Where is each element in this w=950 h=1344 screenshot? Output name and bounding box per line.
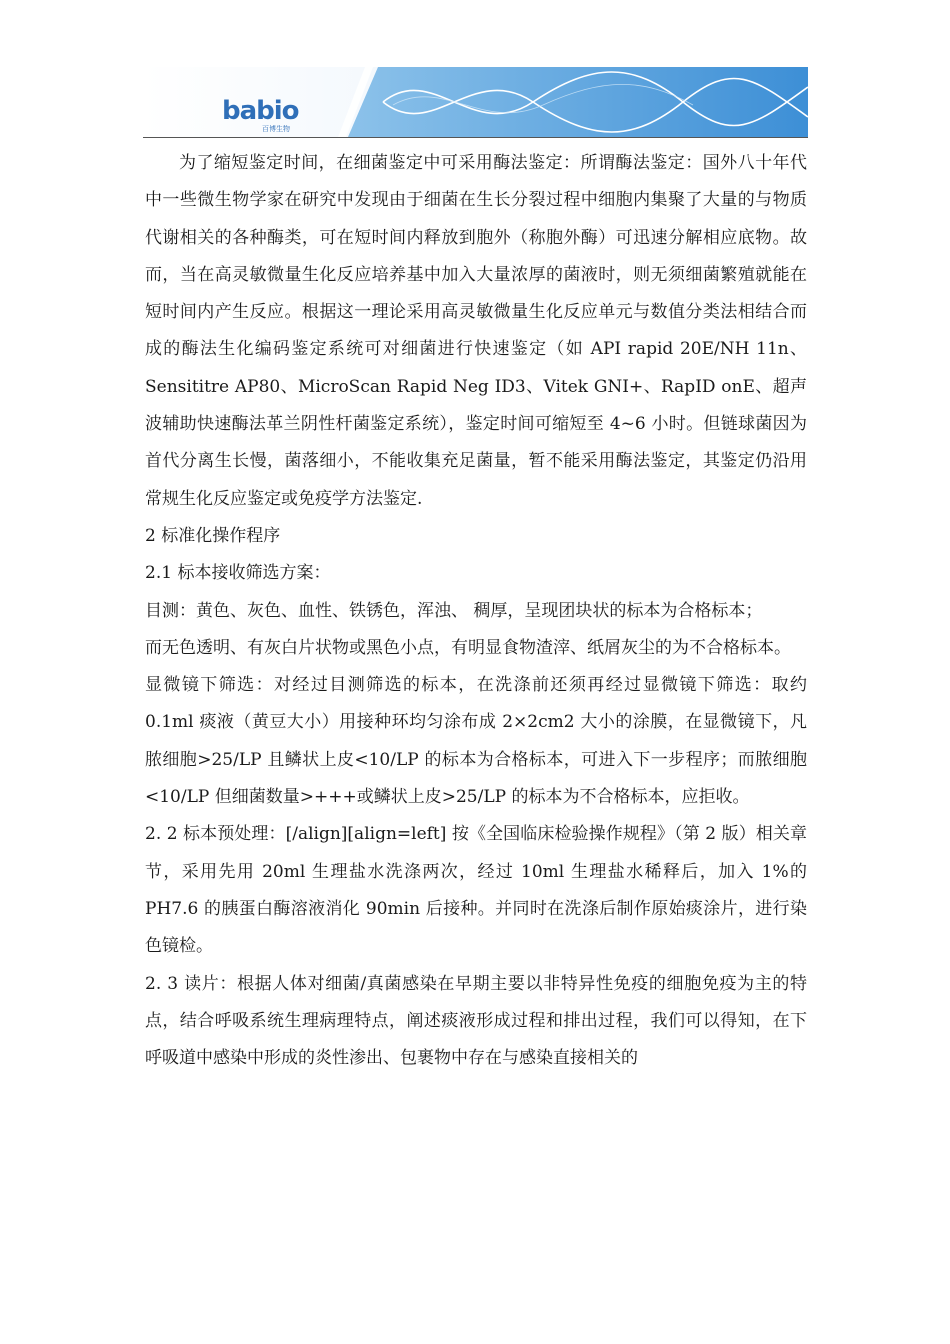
document-body	[145, 145, 807, 1077]
paragraph-microscope-screening: 显微镜下筛选：对经过目测筛选的标本，在洗涤前还须再经过显微镜下筛选：取约 0.1ml 痰液（黄豆大小）用接种环均匀涂布成 2×2cm2 大小的涂膜，在显微镜下，凡脓细胞>25/LP 且鳞状上皮<10/LP 的标本为合格标本，可进入下一步程序；而脓细胞<10/LP 但细菌数量>+++或鳞状上皮>25/LP 的标本为不合格标本，应拒收。	[145, 675, 807, 808]
logo-subtext: 百博生物	[262, 125, 290, 133]
logo: babio	[222, 96, 299, 126]
paragraph-enzyme-identification: 为了缩短鉴定时间，在细菌鉴定中可采用酶法鉴定：所谓酶法鉴定：国外八十年代中一些微生物学家在研究中发现由于细菌在生长分裂过程中细胞内集聚了大量的与物质代谢相关的各种酶类，可在短时间内释放到胞外（称胞外酶）可迅速分解相应底物。故而，当在高灵敏微量生化反应培养基中加入大量浓厚的菌液时，则无须细菌繁殖就能在短时间内产生反应。根据这一理论采用高灵敏微量生化反应单元与数值分类法相结合而成的酶法生化编码鉴定系统可对细菌进行快速鉴定（如 API rapid 20E/NH 11n、Sensititre AP80、MicroScan Rapid Neg ID3、Vitek GNI+、RapID onE、超声波辅助快速酶法革兰阴性杆菌鉴定系统），鉴定时间可缩短至 4~6 小时。但链球菌因为首代分离生长慢，菌落细小，不能收集充足菌量，暂不能采用酶法鉴定，其鉴定仍沿用常规生化反应鉴定或免疫学方法鉴定.	[145, 153, 807, 509]
paragraph-specimen-pretreatment: 2. 2 标本预处理：[/align][align=left] 按《全国临床检验操作规程》（第 2 版）相关章节，采用先用 20ml 生理盐水洗涤两次，经过 10ml 生理盐水稀释后，加入 1%的 PH7.6 的胰蛋白酶溶液消化 90min 后接种。并同时在洗涤后制作原始痰涂片，进行染色镜检。	[145, 824, 807, 957]
paragraph-unqualified-specimen: 而无色透明、有灰白片状物或黑色小点，有明显食物渣滓、纸屑灰尘的为不合格标本。	[145, 637, 791, 658]
header-divider	[143, 137, 808, 138]
section-heading-standard-procedure: 2 标准化操作程序	[145, 525, 281, 546]
paragraph-slide-reading: 2. 3 读片：根据人体对细菌/真菌感染在早期主要以非特异性免疫的细胞免疫为主的特点，结合呼吸系统生理病理特点，阐述痰液形成过程和排出过程，我们可以得知，在下呼吸道中感染中形成的炎性渗出、包裹物中存在与感染直接相关的	[145, 973, 807, 1069]
paragraph-visual-inspection: 目测：黄色、灰色、血性、铁锈色，浑浊、 稠厚，呈现团块状的标本为合格标本；	[145, 600, 763, 621]
subsection-heading-specimen-screening: 2.1 标本接收筛选方案：	[145, 563, 331, 584]
